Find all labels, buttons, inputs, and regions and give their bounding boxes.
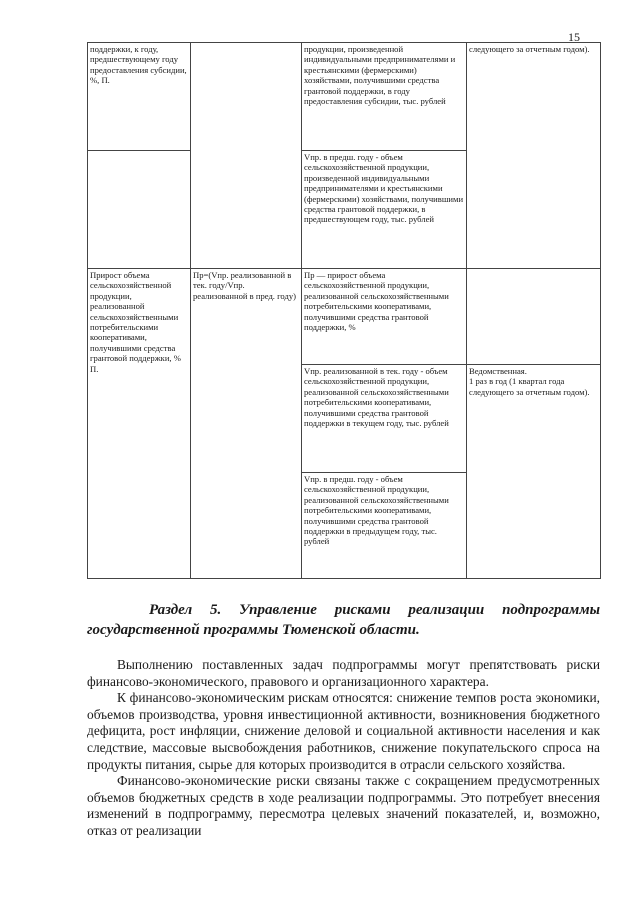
source-cell: Ведомственная. 1 раз в год (1 квартал года следующего за отчетным годом).: [467, 365, 601, 579]
section-label: Раздел 5.: [149, 602, 222, 618]
table-row: [88, 43, 601, 151]
formula-cell: Пр=(Vпр. реализованной в тек. году/Vпр. реализованной в пред. году): [191, 269, 302, 579]
variable-description-cell: Vпр. реализованной в тек. году - объем сельскохозяйственной продукции, реализованной сельскохозяйственными потребительскими кооперативами, получившими средства грантовой поддержки в текущем году, тыс. рублей: [302, 365, 467, 473]
variable-description-cell: Vпр. в предш. году - объем сельскохозяйственной продукции, реализованной сельскохозяйственными потребительскими кооперативами, получившими средства грантовой поддержки в предыдущем году, тыс. рублей: [302, 473, 467, 579]
variable-description-cell: продукции, произведенной индивидуальными предпринимателями и крестьянскими (фермерскими) хозяйствами, получившими средства грантовой поддержки, в году предоставления субсидии, тыс. рублей: [302, 43, 467, 151]
paragraph: Финансово-экономические риски связаны также с сокращением предусмотренных объемов бюджетных средств в ходе реализации подпрограммы. Это потребует внесения изменений в подпрограмму, пересмотра целевых значений показателей, и, возможно, отказ от реализации: [87, 773, 600, 838]
section-title: Управление рисками реализации подпрограммы государственной программы Тюменской области.: [87, 602, 601, 638]
indicators-table: [87, 42, 601, 579]
source-cell: [467, 269, 601, 365]
variable-description-cell: Пр — прирост объема сельскохозяйственной продукции, реализованной сельскохозяйственными потребительскими кооперативами, получившими средства грантовой поддержки, %: [302, 269, 467, 365]
table-row: [88, 269, 601, 365]
indicator-name-cell: поддержки, к году, предшествующему году предоставления субсидии, %, П.: [88, 43, 191, 151]
formula-cell: [191, 43, 302, 269]
variable-description-cell: Vпр. в предш. году - объем сельскохозяйственной продукции, произведенной индивидуальными предпринимателями и крестьянскими (фермерскими) хозяйствами, получившими средства грантовой поддержки, в предшествующем году, тыс. рублей: [302, 151, 467, 269]
paragraph: Выполнению поставленных задач подпрограммы могут препятствовать риски финансово-экономического, правового и организационного характера.: [87, 657, 600, 689]
page-number: 15: [568, 30, 580, 44]
body-text: [87, 657, 600, 840]
indicator-name-cell: Прирост объема сельскохозяйственной продукции, реализованной сельскохозяйственными потребительскими кооперативами, получившими средства грантовой поддержки, % П.: [88, 269, 191, 579]
paragraph: К финансово-экономическим рискам относятся: снижение темпов роста экономики, объемов производства, уровня инвестиционной активности, возникновения бюджетного дефицита, рост инфляции, снижение деловой и социальной активности населения и как следствие, массовые высвобождения работников, снижение покупательского спроса на продукты питания, сырье для которых производится в отрасли сельского хозяйства.: [87, 690, 600, 772]
section-heading: [87, 600, 600, 640]
indicator-name-cell: [88, 151, 191, 269]
source-cell: следующего за отчетным годом).: [467, 43, 601, 269]
